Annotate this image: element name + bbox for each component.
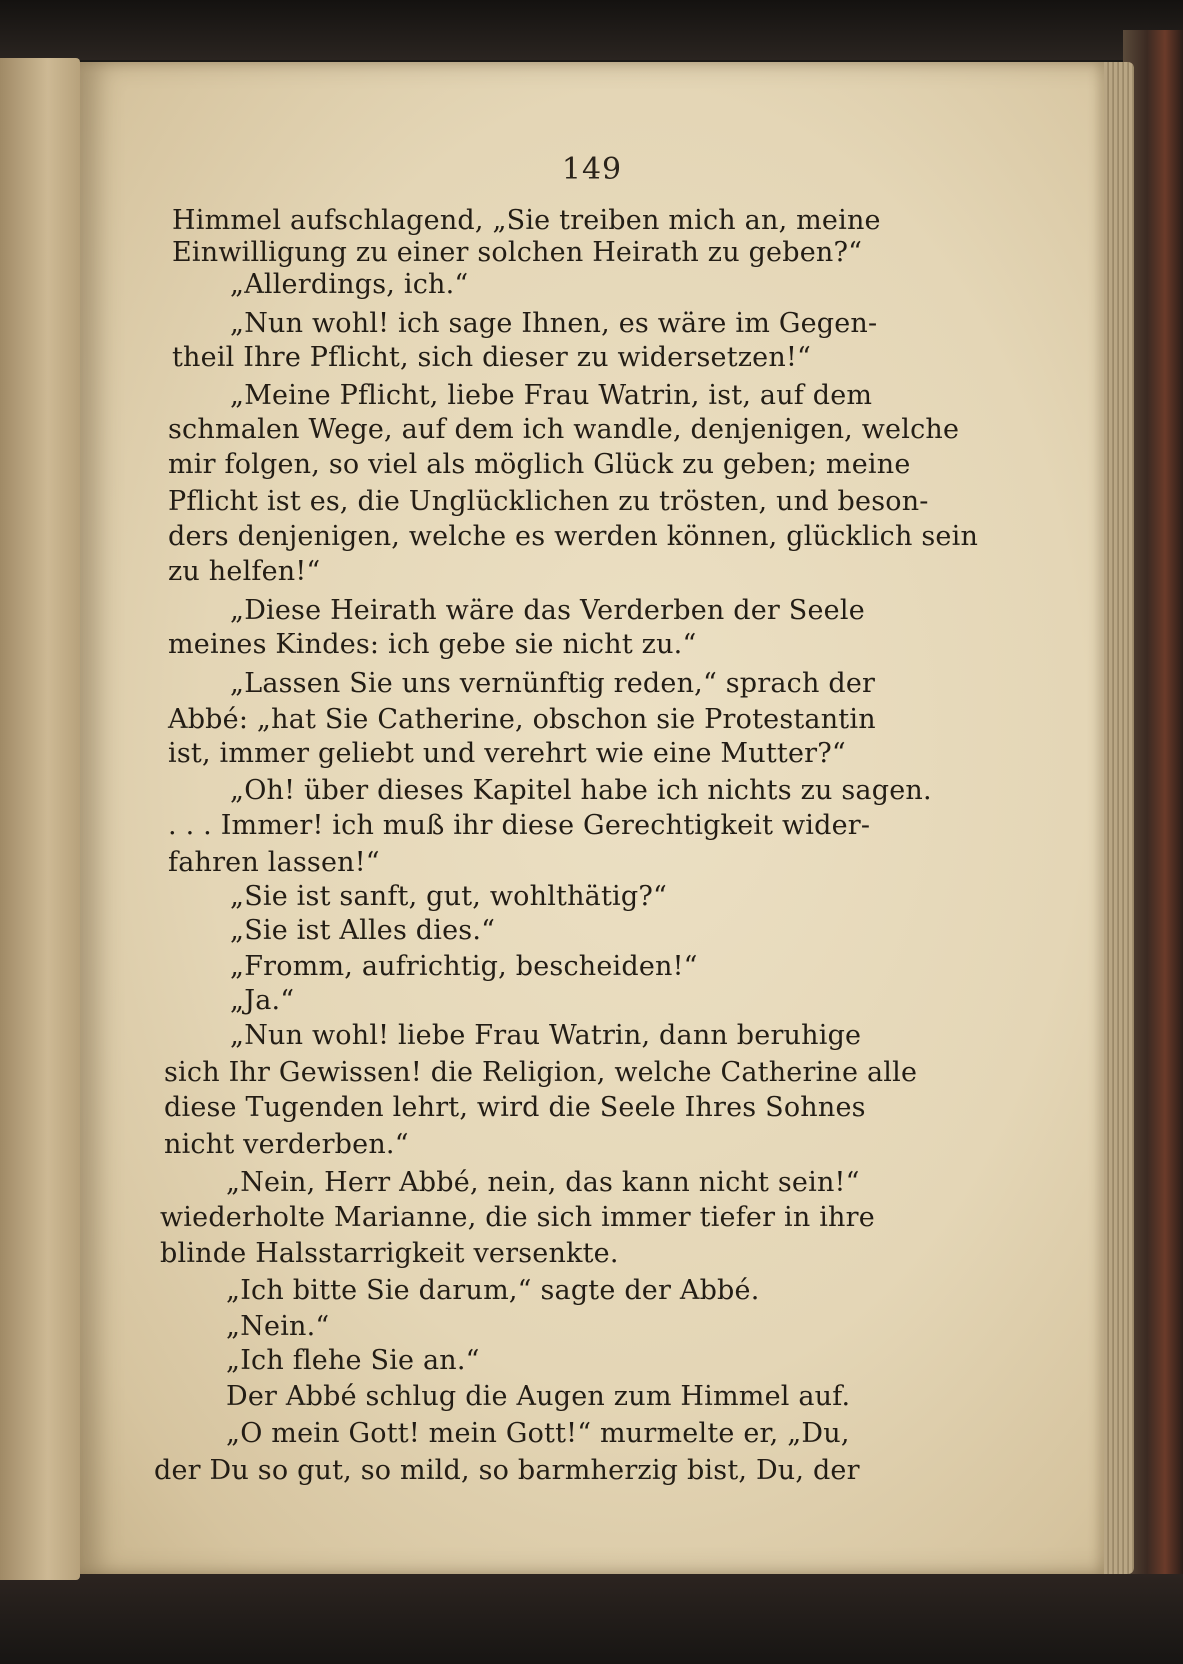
text-line: „Allerdings, ich.“ <box>230 269 469 300</box>
text-line: „Sie ist Alles dies.“ <box>230 915 496 946</box>
page-number: 149 <box>561 152 623 187</box>
text-line: ist, immer geliebt und verehrt wie eine Mutter?“ <box>168 738 846 769</box>
text-line: . . . Immer! ich muß ihr diese Gerechtigkeit wider- <box>168 810 871 841</box>
text-line: „Ich bitte Sie darum,“ sagte der Abbé. <box>226 1275 760 1306</box>
text-line: schmalen Wege, auf dem ich wandle, denjenigen, welche <box>168 414 960 445</box>
text-line: „Nein, Herr Abbé, nein, das kann nicht sein!“ <box>226 1167 860 1198</box>
text-line: „Oh! über dieses Kapitel habe ich nichts zu sagen. <box>230 775 932 806</box>
text-line: nicht verderben.“ <box>164 1129 409 1160</box>
book-cover-top <box>0 0 1183 60</box>
text-line: „Nun wohl! liebe Frau Watrin, dann beruhige <box>230 1020 862 1051</box>
text-line: „Nein.“ <box>226 1311 330 1342</box>
page-stack-edge <box>1100 62 1134 1574</box>
text-line: Der Abbé schlug die Augen zum Himmel auf. <box>226 1381 851 1412</box>
text-line: „Sie ist sanft, gut, wohlthätig?“ <box>230 881 668 912</box>
text-line: sich Ihr Gewissen! die Religion, welche Catherine alle <box>164 1057 918 1088</box>
text-line: „Lassen Sie uns vernünftig reden,“ sprach der <box>230 668 876 699</box>
text-line: „O mein Gott! mein Gott!“ murmelte er, „Du, <box>226 1418 850 1449</box>
text-line: zu helfen!“ <box>168 556 321 587</box>
text-line: „Ich flehe Sie an.“ <box>226 1345 480 1376</box>
text-line: theil Ihre Pflicht, sich dieser zu widersetzen!“ <box>172 342 811 373</box>
text-line: Pflicht ist es, die Unglücklichen zu trösten, und beson- <box>168 486 929 517</box>
text-line: „Fromm, aufrichtig, bescheiden!“ <box>230 951 698 982</box>
text-line: ders denjenigen, welche es werden können, glücklich sein <box>168 521 979 552</box>
text-line: fahren lassen!“ <box>168 847 380 878</box>
text-line: „Ja.“ <box>230 985 295 1016</box>
text-line: diese Tugenden lehrt, wird die Seele Ihres Sohnes <box>164 1092 866 1123</box>
text-line: Himmel aufschlagend, „Sie treiben mich an, meine <box>172 205 881 236</box>
text-line: „Diese Heirath wäre das Verderben der Seele <box>230 595 865 626</box>
text-line: blinde Halsstarrigkeit versenkte. <box>160 1238 619 1269</box>
book-cover-bottom <box>0 1574 1183 1664</box>
text-line: der Du so gut, so mild, so barmherzig bist, Du, der <box>154 1455 860 1486</box>
text-line: wiederholte Marianne, die sich immer tiefer in ihre <box>160 1202 875 1233</box>
left-page-edge <box>0 58 80 1580</box>
text-line: Einwilligung zu einer solchen Heirath zu geben?“ <box>172 237 863 268</box>
book-page <box>80 62 1104 1574</box>
text-line: „Nun wohl! ich sage Ihnen, es wäre im Gegen- <box>230 308 878 339</box>
text-line: meines Kindes: ich gebe sie nicht zu.“ <box>168 629 697 660</box>
text-line: „Meine Pflicht, liebe Frau Watrin, ist, auf dem <box>230 380 873 411</box>
text-line: Abbé: „hat Sie Catherine, obschon sie Protestantin <box>168 704 876 735</box>
text-line: mir folgen, so viel als möglich Glück zu geben; meine <box>168 449 911 480</box>
